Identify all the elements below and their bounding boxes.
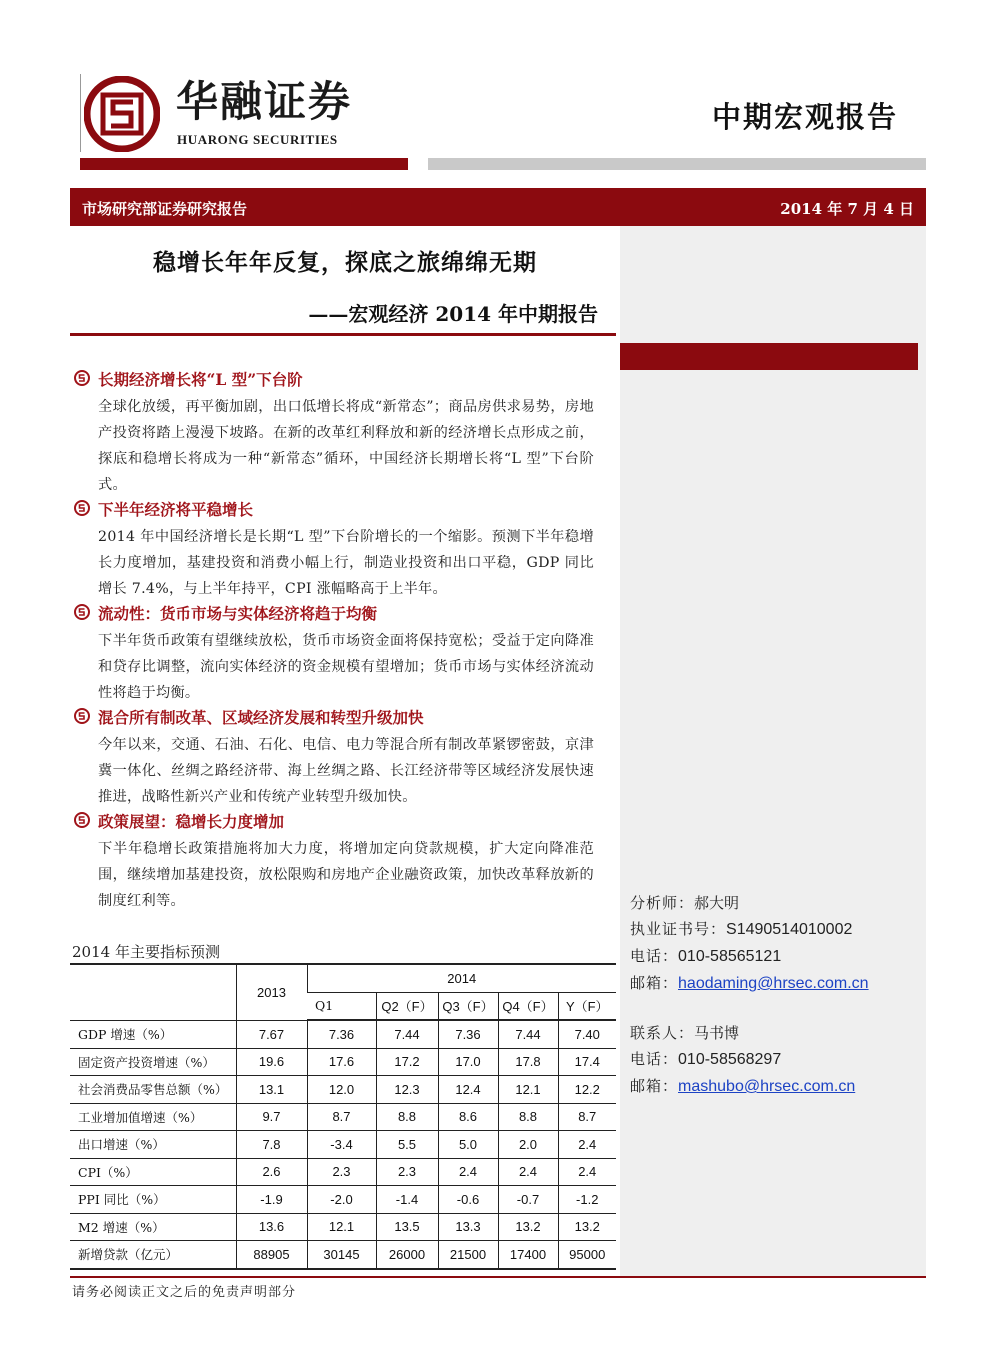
table-cell: 13.1 <box>236 1076 307 1104</box>
table-subheader: Q2（F） <box>376 992 438 1020</box>
bullet-logo-icon <box>74 708 90 724</box>
table-cell: 12.3 <box>376 1076 438 1104</box>
table-subheader: Y（F） <box>558 992 616 1020</box>
table-cell: 17400 <box>498 1241 558 1269</box>
table-cell: -1.9 <box>236 1186 307 1214</box>
table-row <box>70 1241 616 1269</box>
table-cell: 2.4 <box>558 1158 616 1186</box>
table-title: 2014 年主要指标预测 <box>72 943 220 961</box>
bullet-logo-icon <box>74 812 90 828</box>
analyst-email-label: 邮箱： <box>630 974 679 992</box>
table-subheader: Q1 <box>307 992 376 1020</box>
table-cell: 13.2 <box>558 1213 616 1241</box>
table-cell: 26000 <box>376 1241 438 1269</box>
section-liquidity <box>74 602 594 706</box>
report-main-title: 稳增长年年反复，探底之旅绵绵无期 <box>153 249 537 276</box>
row-label: M2 增速（%） <box>70 1213 236 1241</box>
table-cell: 13.2 <box>498 1213 558 1241</box>
section-body: 下半年货币政策有望继续放松，货币市场资金面将保持宽松；受益于定向降准和贷存比调整，流向实体经济的资金规模有望增加；货币市场与实体经济流动性将趋于均衡。 <box>98 633 594 701</box>
table-row <box>70 1186 616 1214</box>
bullet-logo-icon <box>74 604 90 620</box>
table-cell: 7.44 <box>376 1020 438 1048</box>
table-cell: -2.0 <box>307 1186 376 1214</box>
row-label: GDP 增速（%） <box>70 1020 236 1048</box>
logo-divider <box>80 74 81 152</box>
table-cell: 17.2 <box>376 1048 438 1076</box>
report-date: 2014 年 7 月 4 日 <box>780 200 914 218</box>
table-row <box>70 1158 616 1186</box>
table-cell: 12.2 <box>558 1076 616 1104</box>
row-label: 社会消费品零售总额（%） <box>70 1076 236 1104</box>
row-label: 固定资产投资增速（%） <box>70 1048 236 1076</box>
contact-phone: 010-58568297 <box>678 1051 782 1068</box>
table-header-row <box>70 965 616 992</box>
table-cell: -3.4 <box>307 1131 376 1159</box>
table-cell: 17.0 <box>438 1048 498 1076</box>
table-body <box>70 1020 616 1269</box>
table-cell: 88905 <box>236 1241 307 1269</box>
table-cell: 9.7 <box>236 1103 307 1131</box>
table-row <box>70 1131 616 1159</box>
row-label: PPI 同比（%） <box>70 1186 236 1214</box>
row-label: 工业增加值增速（%） <box>70 1103 236 1131</box>
table-row <box>70 1213 616 1241</box>
contact-name: 马书博 <box>694 1024 740 1042</box>
logo-chinese-name: 华融证券 <box>176 77 353 126</box>
table-cell: 17.8 <box>498 1048 558 1076</box>
analyst-name-label: 分析师： <box>630 894 695 912</box>
section-body: 下半年稳增长政策措施将加大力度，将增加定向贷款规模，扩大定向降准范围，继续增加基建投资，放松限购和房地产企业融资政策，加快改革释放新的制度红利等。 <box>98 841 594 909</box>
title-divider <box>70 333 616 336</box>
table-cell: 19.6 <box>236 1048 307 1076</box>
analyst-phone: 010-58565121 <box>678 948 782 965</box>
table-cell: 13.6 <box>236 1213 307 1241</box>
table-cell: 7.40 <box>558 1020 616 1048</box>
table-cell: 2.0 <box>498 1131 558 1159</box>
table-cell: 7.44 <box>498 1020 558 1048</box>
analyst-info <box>630 890 869 997</box>
section-long-term-growth <box>74 368 594 498</box>
table-cell: 7.36 <box>438 1020 498 1048</box>
analyst-phone-label: 电话： <box>630 947 679 965</box>
analyst-cert-label: 执业证书号： <box>630 920 727 938</box>
table-header-2014: 2014 <box>307 965 616 992</box>
table-cell: 2.4 <box>438 1158 498 1186</box>
table-row <box>70 1048 616 1076</box>
table-cell: 8.7 <box>307 1103 376 1131</box>
contact-phone-label: 电话： <box>630 1050 679 1068</box>
table-cell: 2.3 <box>376 1158 438 1186</box>
table-subheader: Q3（F） <box>438 992 498 1020</box>
table-cell: 12.1 <box>307 1213 376 1241</box>
section-body: 全球化放缓，再平衡加剧，出口低增长将成“新常态”；商品房供求易势，房地产投资将踏上漫漫下坡路。在新的改革红利释放和新的经济增长点形成之前，探底和稳增长将成为一种“新常态”循环，中国经济长期增长将“L 型”下台阶式。 <box>98 399 594 493</box>
table-cell: 2.4 <box>498 1158 558 1186</box>
contact-info <box>630 1020 855 1100</box>
contact-email-link[interactable]: mashubo@hrsec.com.cn <box>678 1078 856 1095</box>
section-title: 流动性：货币市场与实体经济将趋于均衡 <box>98 604 378 623</box>
report-type-title: 中期宏观报告 <box>711 100 898 134</box>
table-cell: 8.8 <box>376 1103 438 1131</box>
section-body: 2014 年中国经济增长是长期“L 型”下台阶增长的一个缩影。预测下半年稳增长力度增加，基建投资和消费小幅上行，制造业投资和出口平稳，GDP 同比增长 7.4%，与上半年持平，CPI 涨幅略高于上半年。 <box>98 529 594 597</box>
contact-name-label: 联系人： <box>630 1024 695 1042</box>
table-cell: 12.0 <box>307 1076 376 1104</box>
table-subheader: Q4（F） <box>498 992 558 1020</box>
header-grey-bar <box>428 158 926 170</box>
table-cell: 2.6 <box>236 1158 307 1186</box>
contact-email-label: 邮箱： <box>630 1077 679 1095</box>
side-panel <box>620 226 926 1276</box>
analyst-cert-number: S1490514010002 <box>726 921 853 938</box>
table-header-2013: 2013 <box>236 965 307 1020</box>
table-cell: -0.6 <box>438 1186 498 1214</box>
analyst-email-link[interactable]: haodaming@hrsec.com.cn <box>678 975 869 992</box>
table-cell: 8.7 <box>558 1103 616 1131</box>
table-cell: 5.0 <box>438 1131 498 1159</box>
section-title: 混合所有制改革、区域经济发展和转型升级加快 <box>98 708 424 727</box>
table-row <box>70 1020 616 1048</box>
section-policy-outlook <box>74 810 594 914</box>
table-cell: 13.5 <box>376 1213 438 1241</box>
side-panel-red-band <box>620 343 918 370</box>
footer-divider <box>70 1276 926 1278</box>
table-cell: 17.4 <box>558 1048 616 1076</box>
forecast-table <box>70 965 616 1270</box>
row-label: 出口增速（%） <box>70 1131 236 1159</box>
table-cell: 95000 <box>558 1241 616 1269</box>
table-cell: 7.67 <box>236 1020 307 1048</box>
table-cell: 30145 <box>307 1241 376 1269</box>
row-label: CPI（%） <box>70 1158 236 1186</box>
table-cell: 12.4 <box>438 1076 498 1104</box>
section-title: 政策展望：稳增长力度增加 <box>98 812 285 831</box>
table-cell: -0.7 <box>498 1186 558 1214</box>
table-cell: 2.3 <box>307 1158 376 1186</box>
table-cell: 17.6 <box>307 1048 376 1076</box>
analyst-name: 郝大明 <box>694 894 740 912</box>
bullet-logo-icon <box>74 500 90 516</box>
department-banner <box>70 188 926 226</box>
section-title: 下半年经济将平稳增长 <box>98 500 254 519</box>
bullet-logo-icon <box>74 370 90 386</box>
table-cell: -1.2 <box>558 1186 616 1214</box>
table-cell: 8.6 <box>438 1103 498 1131</box>
section-reform <box>74 706 594 810</box>
table-cell: -1.4 <box>376 1186 438 1214</box>
section-second-half-growth <box>74 498 594 602</box>
department-label: 市场研究部证券研究报告 <box>82 200 248 218</box>
table-cell: 2.4 <box>558 1131 616 1159</box>
table-corner-cell <box>70 965 236 1020</box>
disclaimer-note: 请务必阅读正文之后的免责声明部分 <box>72 1285 297 1300</box>
table-cell: 5.5 <box>376 1131 438 1159</box>
table-cell: 12.1 <box>498 1076 558 1104</box>
table-row <box>70 1076 616 1104</box>
section-title: 长期经济增长将“L 型”下台阶 <box>98 370 303 389</box>
table-cell: 13.3 <box>438 1213 498 1241</box>
table-cell: 8.8 <box>498 1103 558 1131</box>
table-cell: 21500 <box>438 1241 498 1269</box>
header-red-bar <box>80 158 408 170</box>
table-cell: 7.36 <box>307 1020 376 1048</box>
table-cell: 7.8 <box>236 1131 307 1159</box>
section-body: 今年以来，交通、石油、石化、电信、电力等混合所有制改革紧锣密鼓，京津冀一体化、丝绸之路经济带、海上丝绸之路、长江经济带等区域经济发展快速推进，战略性新兴产业和传统产业转型升级加快。 <box>98 737 594 805</box>
huarong-logo-icon <box>84 76 160 152</box>
report-subtitle: ——宏观经济 2014 年中期报告 <box>308 302 598 326</box>
logo-english-name: HUARONG SECURITIES <box>177 132 338 147</box>
row-label: 新增贷款（亿元） <box>70 1241 236 1269</box>
table-row <box>70 1103 616 1131</box>
company-logo <box>80 74 410 156</box>
